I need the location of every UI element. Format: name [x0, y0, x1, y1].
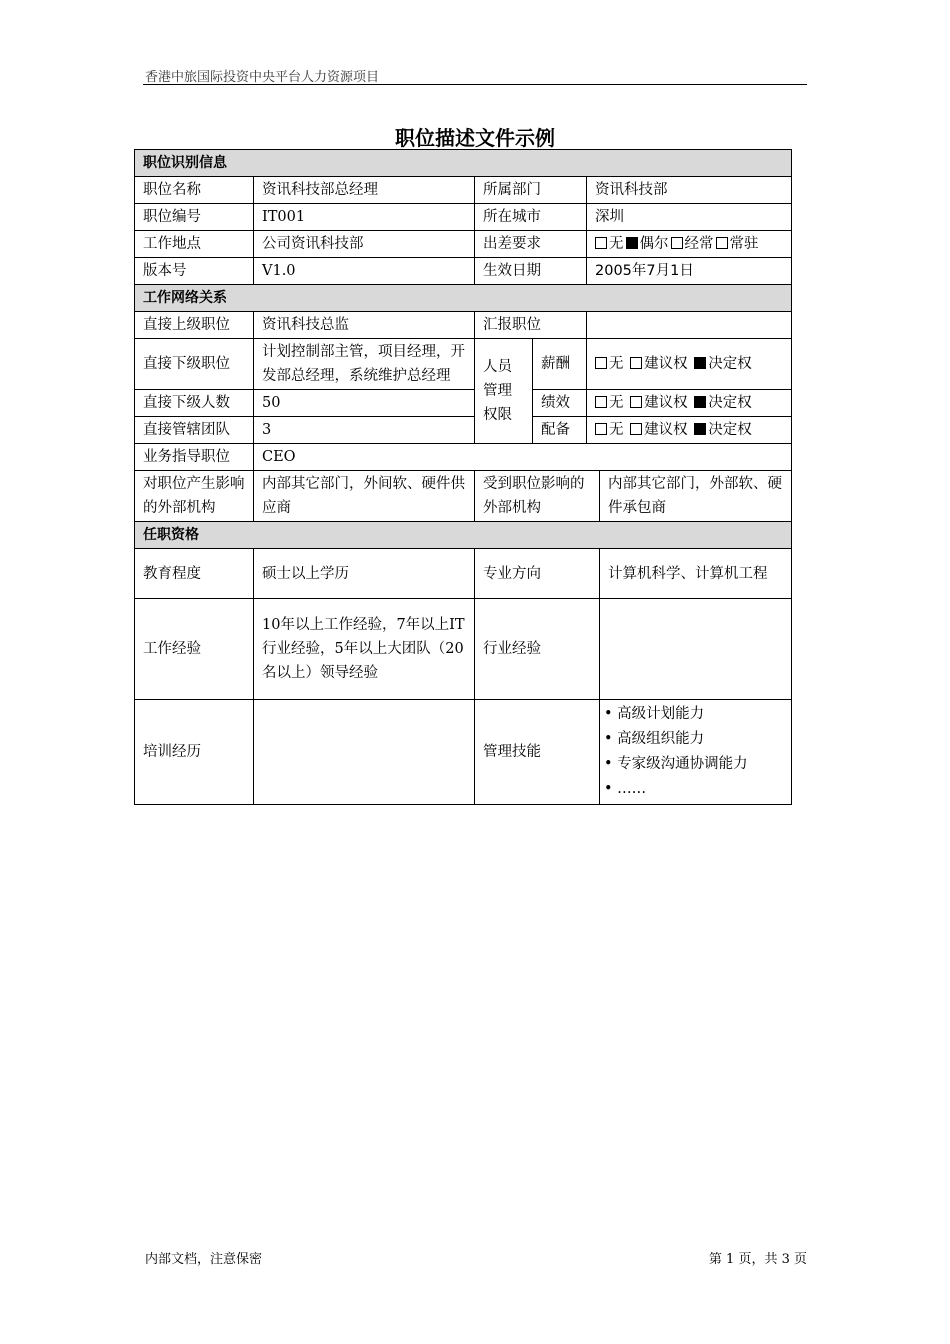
- job-description-table: [134, 149, 792, 805]
- city: 深圳: [587, 204, 792, 231]
- table-row: [135, 204, 792, 231]
- checkbox-icon: [630, 423, 642, 435]
- checkbox-checked-icon: [626, 237, 638, 249]
- education: 硕士以上学历: [254, 549, 475, 599]
- subordinate-label: 直接下级职位: [135, 339, 254, 390]
- table-row: [135, 700, 792, 805]
- footer-confidential: 内部文档，注意保密: [145, 1252, 263, 1267]
- checkbox-checked-icon: [694, 423, 706, 435]
- report: [587, 312, 792, 339]
- table-row: [135, 390, 792, 417]
- subordinate: 计划控制部主管，项目经理，开发部总经理，系统维护总经理: [254, 339, 475, 390]
- page-title: 职位描述文件示例: [395, 126, 555, 150]
- authority-option-suggest[interactable]: 建议权: [630, 356, 688, 372]
- section-network-row: [135, 285, 792, 312]
- training-label: 培训经历: [135, 700, 254, 805]
- teams: 3: [254, 417, 475, 444]
- table-row: [135, 231, 792, 258]
- authority-option-suggest[interactable]: 建议权: [630, 422, 688, 438]
- list-item: • ……: [604, 777, 787, 802]
- table-row: [135, 599, 792, 700]
- authority-option-decide[interactable]: 决定权: [694, 395, 752, 411]
- section-network: 工作网络关系: [135, 285, 792, 312]
- version-label: 版本号: [135, 258, 254, 285]
- table-row: [135, 471, 792, 522]
- checkbox-icon: [595, 423, 607, 435]
- list-item: • 专家级沟通协调能力: [604, 752, 787, 777]
- authority-option-none[interactable]: 无: [595, 395, 624, 411]
- guidance-label: 业务指导职位: [135, 444, 254, 471]
- position-name-label: 职位名称: [135, 177, 254, 204]
- authority-name: 薪酬: [533, 339, 587, 390]
- table-row: [135, 177, 792, 204]
- report-label: 汇报职位: [475, 312, 587, 339]
- list-item: • 高级组织能力: [604, 727, 787, 752]
- checkbox-checked-icon: [694, 357, 706, 369]
- travel-option-resident[interactable]: 常驻: [716, 236, 759, 252]
- authority-options: [587, 339, 792, 390]
- authority-options: [587, 390, 792, 417]
- skills-label: 管理技能: [475, 700, 600, 805]
- education-label: 教育程度: [135, 549, 254, 599]
- checkbox-icon: [595, 396, 607, 408]
- header-rule: [143, 84, 807, 85]
- travel-option-often[interactable]: 经常: [671, 236, 714, 252]
- authority-option-decide[interactable]: 决定权: [694, 356, 752, 372]
- training: [254, 700, 475, 805]
- impacted: 内部其它部门，外部软、硬件承包商: [600, 471, 792, 522]
- authority-option-decide[interactable]: 决定权: [694, 422, 752, 438]
- footer-page-number: 第 1 页，共 3 页: [708, 1252, 807, 1267]
- major-label: 专业方向: [475, 549, 600, 599]
- location-label: 工作地点: [135, 231, 254, 258]
- authority-options: [587, 417, 792, 444]
- section-identity-row: [135, 150, 792, 177]
- list-item: • 高级计划能力: [604, 702, 787, 727]
- authority-option-none[interactable]: 无: [595, 356, 624, 372]
- table-row: [135, 549, 792, 599]
- skills-cell: [600, 700, 792, 805]
- authority-name: 绩效: [533, 390, 587, 417]
- table-row: [135, 339, 792, 390]
- experience: 10年以上工作经验，7年以上IT行业经验，5年以上大团队（20名以上）领导经验: [254, 599, 475, 700]
- impacted-label: 受到职位影响的外部机构: [475, 471, 600, 522]
- position-name: 资讯科技部总经理: [254, 177, 475, 204]
- skills-list: [604, 702, 787, 802]
- impact-out: 内部其它部门，外间软、硬件供应商: [254, 471, 475, 522]
- code-label: 职位编号: [135, 204, 254, 231]
- effective-date: 2005年7月1日: [587, 258, 792, 285]
- section-qualification-row: [135, 522, 792, 549]
- major: 计算机科学、计算机工程: [600, 549, 792, 599]
- section-qualification: 任职资格: [135, 522, 792, 549]
- checkbox-icon: [716, 237, 728, 249]
- authority-option-suggest[interactable]: 建议权: [630, 395, 688, 411]
- section-identity: 职位识别信息: [135, 150, 792, 177]
- teams-label: 直接管辖团队: [135, 417, 254, 444]
- checkbox-icon: [630, 396, 642, 408]
- effective-label: 生效日期: [475, 258, 587, 285]
- superior: 资讯科技总监: [254, 312, 475, 339]
- authority-name: 配备: [533, 417, 587, 444]
- superior-label: 直接上级职位: [135, 312, 254, 339]
- travel-options: [587, 231, 792, 258]
- table-row: [135, 444, 792, 471]
- travel-option-occasional[interactable]: 偶尔: [626, 236, 669, 252]
- city-label: 所在城市: [475, 204, 587, 231]
- table-row: [135, 258, 792, 285]
- headcount-label: 直接下级人数: [135, 390, 254, 417]
- code: IT001: [254, 204, 475, 231]
- location: 公司资讯科技部: [254, 231, 475, 258]
- checkbox-icon: [595, 237, 607, 249]
- headcount: 50: [254, 390, 475, 417]
- checkbox-icon: [630, 357, 642, 369]
- checkbox-icon: [595, 357, 607, 369]
- checkbox-checked-icon: [694, 396, 706, 408]
- travel-option-none[interactable]: 无: [595, 236, 624, 252]
- guidance: CEO: [254, 444, 792, 471]
- travel-label: 出差要求: [475, 231, 587, 258]
- impact-out-label: 对职位产生影响的外部机构: [135, 471, 254, 522]
- version: V1.0: [254, 258, 475, 285]
- authority-label: 人员管理权限: [475, 339, 533, 444]
- authority-option-none[interactable]: 无: [595, 422, 624, 438]
- industry: [600, 599, 792, 700]
- industry-label: 行业经验: [475, 599, 600, 700]
- dept: 资讯科技部: [587, 177, 792, 204]
- table-row: [135, 417, 792, 444]
- table-row: [135, 312, 792, 339]
- header-org: 香港中旅国际投资中央平台人力资源项目: [145, 70, 380, 85]
- dept-label: 所属部门: [475, 177, 587, 204]
- checkbox-icon: [671, 237, 683, 249]
- experience-label: 工作经验: [135, 599, 254, 700]
